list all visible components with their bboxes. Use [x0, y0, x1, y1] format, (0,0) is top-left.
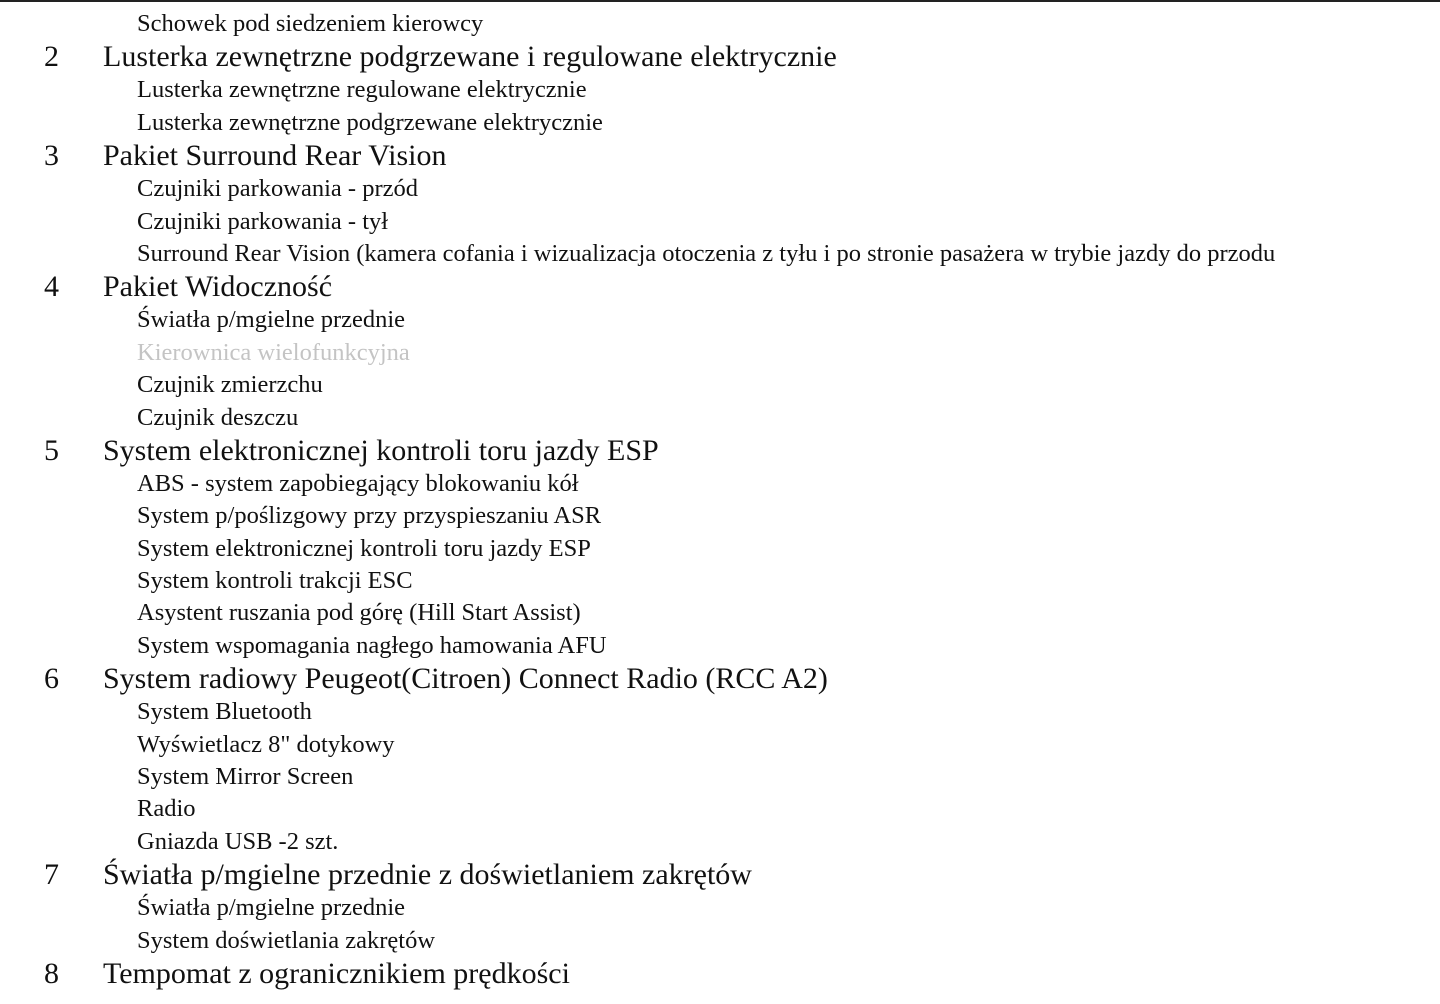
- item-text: Radio: [137, 795, 196, 823]
- list-item: [0, 402, 1440, 434]
- item-text: System p/poślizgowy przy przyspieszaniu ASR: [137, 502, 602, 530]
- section-2: [0, 40, 1440, 139]
- section-title: System elektronicznej kontroli toru jazdy ESP: [103, 433, 659, 467]
- top-divider: [0, 0, 1440, 2]
- list-item: [0, 206, 1440, 238]
- list-item: [0, 729, 1440, 761]
- item-text: Czujniki parkowania - tył: [137, 207, 389, 235]
- section-8: [0, 957, 1440, 991]
- list-item: [0, 793, 1440, 825]
- list-item: [0, 565, 1440, 597]
- section-heading: [0, 40, 1440, 74]
- section-6: [0, 662, 1440, 858]
- item-text: System wspomagania nagłego hamowania AFU: [137, 631, 607, 659]
- section-4: [0, 270, 1440, 434]
- item-text: Lusterka zewnętrzne regulowane elektrycznie: [137, 76, 587, 104]
- section-heading: [0, 139, 1440, 173]
- section-title: Lusterka zewnętrzne podgrzewane i regulowane elektrycznie: [103, 40, 837, 74]
- item-text: System kontroli trakcji ESC: [137, 567, 413, 595]
- item-text: ABS - system zapobiegający blokowaniu kół: [137, 469, 579, 497]
- list-item: [0, 533, 1440, 565]
- leading-items: [0, 8, 1440, 40]
- item-text: Wyświetlacz 8" dotykowy: [137, 730, 395, 758]
- sections: [0, 40, 1440, 991]
- list-item: [0, 173, 1440, 205]
- item-text: System doświetlania zakrętów: [137, 926, 436, 954]
- section-heading: [0, 434, 1440, 468]
- list-item: [0, 761, 1440, 793]
- list-item: [0, 630, 1440, 662]
- list-item: [0, 107, 1440, 139]
- item-text: Asystent ruszania pod górę (Hill Start Assist): [137, 599, 581, 627]
- item-text: Surround Rear Vision (kamera cofania i wizualizacja otoczenia z tyłu i po stronie pasażera w trybie jazdy do przodu: [137, 239, 1276, 267]
- section-title: Pakiet Surround Rear Vision: [103, 139, 447, 173]
- item-text: Kierownica wielofunkcyjna: [137, 338, 410, 366]
- section-items: [0, 173, 1440, 270]
- section-items: [0, 74, 1440, 139]
- equipment-list: [0, 8, 1440, 991]
- section-number: 6: [44, 662, 59, 696]
- item-text: System elektronicznej kontroli toru jazdy ESP: [137, 534, 591, 562]
- item-text: Czujniki parkowania - przód: [137, 175, 418, 203]
- item-text: Czujnik zmierzchu: [137, 371, 323, 399]
- section-heading: [0, 858, 1440, 892]
- section-items: [0, 696, 1440, 858]
- list-item: [0, 8, 1440, 40]
- list-item: [0, 74, 1440, 106]
- item-text: Schowek pod siedzeniem kierowcy: [137, 10, 484, 37]
- list-item: [0, 500, 1440, 532]
- section-7: [0, 858, 1440, 957]
- section-title: System radiowy Peugeot(Citroen) Connect Radio (RCC A2): [103, 662, 828, 696]
- section-title: Pakiet Widoczność: [103, 270, 333, 304]
- section-items: [0, 892, 1440, 957]
- section-title: Światła p/mgielne przednie z doświetlaniem zakrętów: [103, 858, 752, 892]
- section-3: [0, 139, 1440, 270]
- section-number: 5: [44, 433, 59, 467]
- item-text: Lusterka zewnętrzne podgrzewane elektrycznie: [137, 108, 603, 136]
- section-items: [0, 304, 1440, 434]
- item-text: System Bluetooth: [137, 698, 312, 726]
- list-item: [0, 597, 1440, 629]
- list-item: [0, 369, 1440, 401]
- section-number: 3: [44, 139, 59, 173]
- item-text: Światła p/mgielne przednie: [137, 306, 406, 334]
- section-heading: [0, 270, 1440, 304]
- section-items: [0, 468, 1440, 662]
- section-title: Tempomat z ogranicznikiem prędkości: [103, 956, 570, 990]
- section-5: [0, 434, 1440, 662]
- section-heading: [0, 957, 1440, 991]
- list-item: [0, 925, 1440, 957]
- list-item: [0, 892, 1440, 924]
- item-text: Gniazda USB -2 szt.: [137, 827, 339, 855]
- item-text: Światła p/mgielne przednie: [137, 894, 406, 922]
- item-text: Czujnik deszczu: [137, 403, 299, 431]
- section-number: 8: [44, 956, 59, 990]
- list-item: [0, 304, 1440, 336]
- item-text: System Mirror Screen: [137, 763, 354, 791]
- list-item: [0, 826, 1440, 858]
- section-number: 2: [44, 40, 59, 74]
- section-number: 4: [44, 270, 59, 304]
- list-item: [0, 238, 1440, 270]
- list-item: [0, 468, 1440, 500]
- list-item: [0, 337, 1440, 369]
- section-heading: [0, 662, 1440, 696]
- section-number: 7: [44, 858, 59, 892]
- list-item: [0, 696, 1440, 728]
